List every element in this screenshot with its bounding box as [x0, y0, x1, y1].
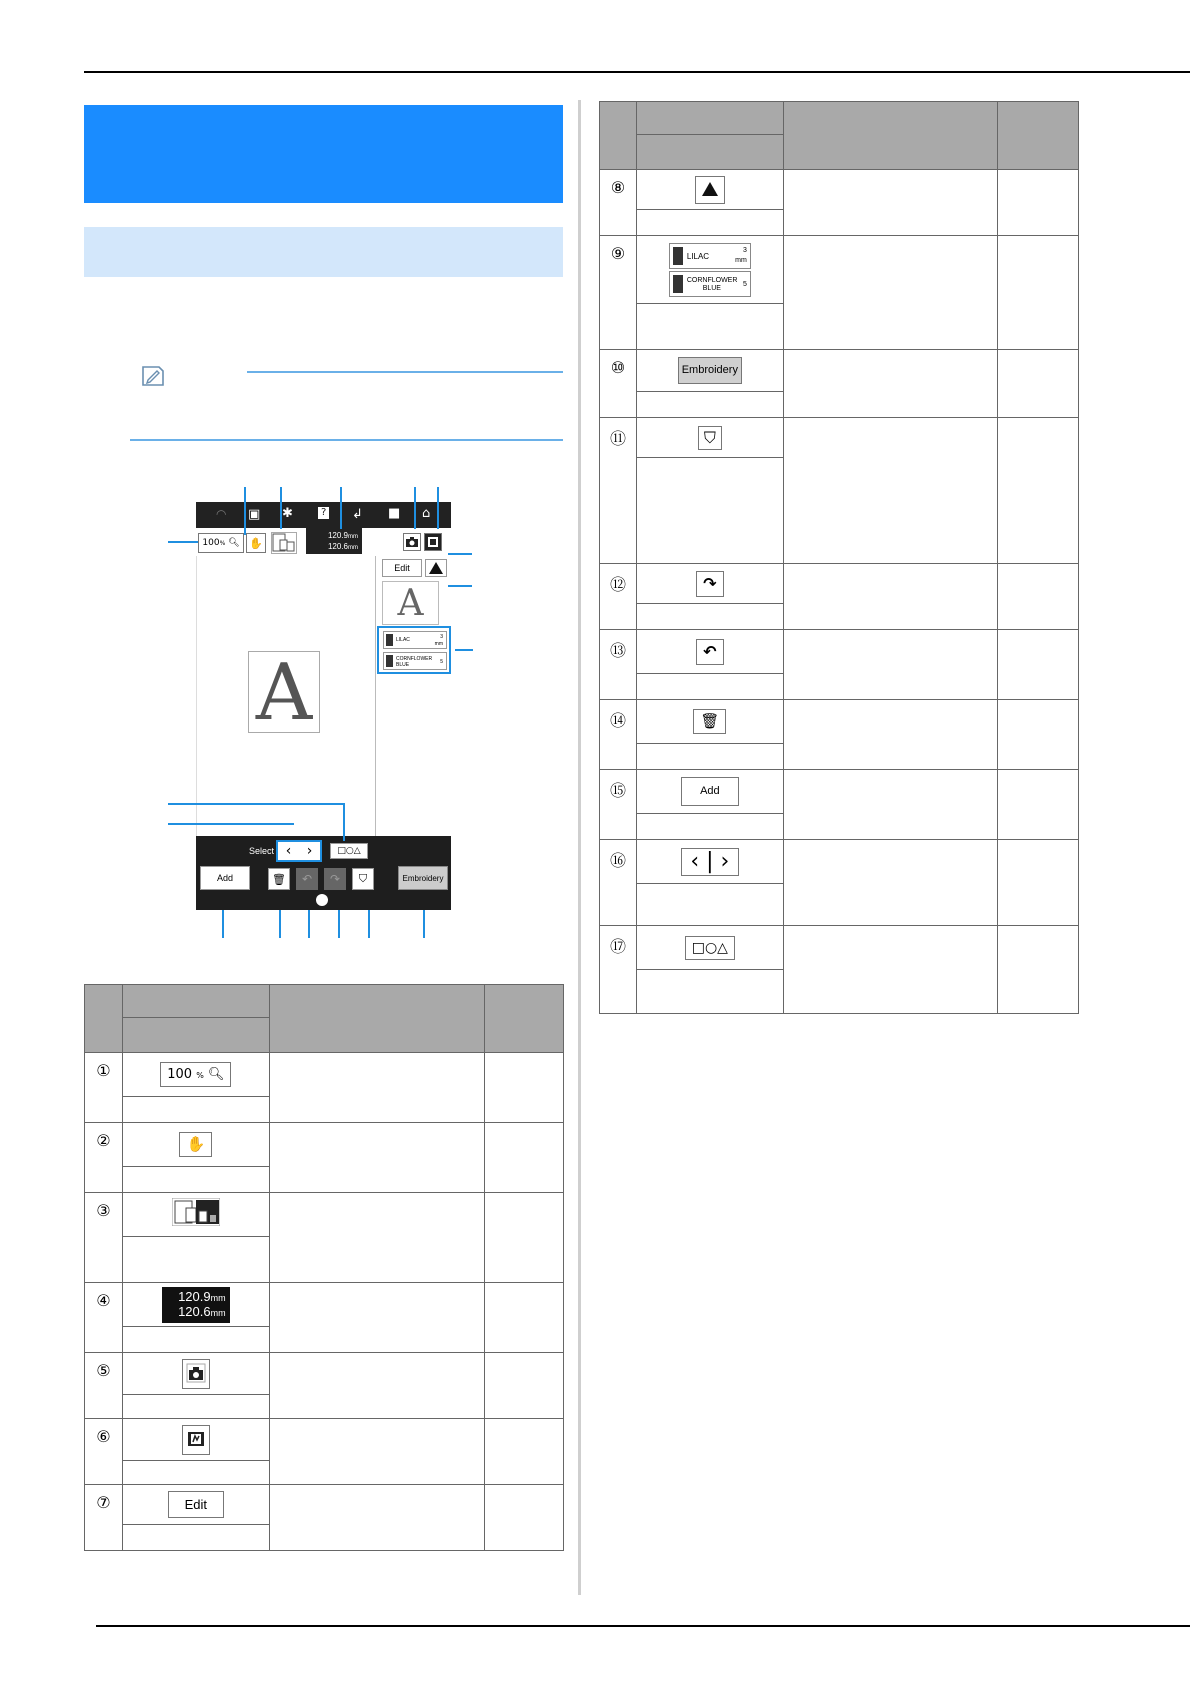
embroidery-button[interactable]: Embroidery: [398, 866, 448, 890]
row-number: ⑫: [600, 564, 637, 630]
icon-cell: [636, 564, 783, 604]
column-divider: [578, 100, 581, 1595]
memo-icon: [140, 364, 166, 388]
icon-cell: [122, 1419, 269, 1461]
arrows-icon: ‹ | ›: [681, 848, 739, 876]
description-cell: [783, 926, 997, 1014]
edit-button-icon: Edit: [168, 1491, 224, 1518]
description-cell: [783, 236, 997, 350]
icon-cell: [122, 1485, 269, 1525]
icon-cell: [636, 418, 783, 458]
callout-line-6: [437, 487, 439, 529]
name-cell: [636, 304, 783, 350]
name-cell: [636, 674, 783, 700]
home-icon[interactable]: ⌂: [422, 506, 431, 521]
screen-canvas: [196, 556, 376, 836]
row-number: ⑭: [600, 700, 637, 770]
name-cell: [122, 1327, 269, 1353]
name-cell: [636, 814, 783, 840]
description-cell: [269, 1053, 484, 1123]
name-cell: [122, 1237, 269, 1283]
select-arrows[interactable]: [276, 840, 322, 862]
needle-icon[interactable]: ↲: [352, 507, 363, 522]
right-key-table: [599, 101, 1079, 1014]
callout-line-3: [280, 487, 282, 529]
hand-icon: ✋: [179, 1132, 212, 1157]
row-number: ⑤: [85, 1353, 123, 1419]
thumbnail-preview[interactable]: A: [382, 581, 439, 625]
description-cell: [269, 1283, 484, 1353]
chevron-right-icon[interactable]: ›: [306, 843, 313, 859]
row-number: ⑯: [600, 840, 637, 926]
name-cell: [636, 458, 783, 564]
size-width: 120.9: [327, 531, 348, 540]
name-cell: [122, 1167, 269, 1193]
shapes-icon: □○△: [685, 936, 735, 960]
name-cell: [636, 884, 783, 926]
row-number: ⑮: [600, 770, 637, 840]
callout-line-17v: [343, 803, 345, 841]
left-key-table: [84, 984, 564, 1551]
page-cell: [998, 418, 1079, 564]
film-button[interactable]: [424, 533, 442, 551]
callout-line-8: [448, 585, 472, 587]
thread-name: CORNFLOWER BLUE: [396, 656, 433, 668]
thread-row-lilac: [669, 243, 751, 269]
thread-name: LILAC: [396, 637, 410, 643]
callout-line-5: [414, 487, 416, 529]
zoom-icon: 100 % 🔍︎: [160, 1062, 231, 1087]
icon-cell: [636, 350, 783, 392]
hand-button[interactable]: [246, 533, 266, 553]
size-readout-icon: [162, 1287, 230, 1323]
shapes-icon: □○△: [337, 846, 361, 856]
icon-cell: [636, 700, 783, 744]
chevron-left-icon[interactable]: ‹: [285, 843, 292, 859]
size-unit-h: mm: [348, 545, 358, 551]
pocket-icon: ⛉: [698, 426, 722, 450]
page-cell: [998, 840, 1079, 926]
magnifier-icon: 🔍︎: [228, 538, 240, 548]
undo-icon: ↶: [696, 639, 723, 665]
callout-line-16: [168, 823, 294, 825]
row-number: ⑩: [600, 350, 637, 418]
thread-swatch: [386, 655, 393, 667]
row-number: ⑬: [600, 630, 637, 700]
name-cell: [122, 1525, 269, 1551]
top-rule: [84, 71, 1190, 73]
undo-button[interactable]: [296, 868, 318, 890]
row-number: ④: [85, 1283, 123, 1353]
name-cell: [122, 1097, 269, 1123]
zoom-value: 100: [202, 538, 220, 548]
select-label: Select: [249, 846, 275, 856]
callout-line-10: [423, 910, 425, 938]
add-button-icon: Add: [681, 777, 739, 806]
page-cell: [998, 564, 1079, 630]
row-number: ⑨: [600, 236, 637, 350]
thread-name: LILAC: [686, 251, 710, 261]
page-cell: [998, 170, 1079, 236]
hand-icon: ✋: [249, 536, 263, 550]
memo-rule-top: [247, 371, 563, 373]
page-cell: [998, 350, 1079, 418]
row-number: ②: [85, 1123, 123, 1193]
delete-button[interactable]: [268, 868, 290, 890]
page-cell: [998, 770, 1079, 840]
row-number: ⑧: [600, 170, 637, 236]
name-cell: [122, 1461, 269, 1485]
page-cell: [485, 1353, 564, 1419]
icon-cell: [636, 630, 783, 674]
icon-cell: [636, 170, 783, 210]
icon-cell: [122, 1123, 269, 1167]
redo-button[interactable]: [324, 868, 346, 890]
thread-row-cornflower[interactable]: [383, 652, 447, 670]
section-title-band: [84, 105, 563, 203]
pocket-icon: ⛉: [358, 872, 368, 885]
callout-line-11: [368, 910, 370, 938]
callout-line-13: [308, 910, 310, 938]
embroidery-letter-preview: A: [248, 651, 320, 733]
size-height: 120.6: [327, 542, 348, 551]
pocket-button[interactable]: [352, 868, 374, 890]
settings-gear-icon[interactable]: ✱: [282, 506, 293, 521]
row-number: ⑰: [600, 926, 637, 1014]
triangle-icon: [695, 176, 725, 204]
icon-cell: [122, 1193, 269, 1237]
page-cell: [485, 1123, 564, 1193]
description-cell: [783, 564, 997, 630]
camera-icon: [182, 1359, 210, 1389]
row-number: ⑪: [600, 418, 637, 564]
shapes-button[interactable]: [330, 843, 368, 859]
callout-line-14: [279, 910, 281, 938]
callout-line-17: [168, 803, 344, 805]
frame-icon: [172, 1198, 220, 1226]
description-cell: [783, 418, 997, 564]
description-cell: [783, 840, 997, 926]
thread-unit: mm: [434, 641, 443, 647]
description-cell: [269, 1123, 484, 1193]
page-cell: [485, 1485, 564, 1551]
screen-illustration: [196, 502, 451, 910]
film-icon: [425, 534, 441, 550]
header-cell-name: [122, 1018, 269, 1053]
triangle-icon: [426, 560, 446, 576]
description-cell: [783, 630, 997, 700]
size-height: 120.6: [178, 1303, 211, 1319]
description-cell: [269, 1419, 484, 1485]
thread-number: 3: [440, 634, 443, 640]
callout-line-9: [455, 649, 473, 651]
callout-line-12: [338, 910, 340, 938]
name-cell: [636, 744, 783, 770]
name-cell: [122, 1395, 269, 1419]
screen-top-bar: [196, 502, 451, 528]
header-cell-num: [600, 102, 637, 170]
row-number: ①: [85, 1053, 123, 1123]
undo-icon: ↶: [301, 872, 313, 886]
description-cell: [269, 1485, 484, 1551]
subsection-band: [84, 227, 563, 277]
wifi-icon: ◠: [216, 507, 227, 521]
header-cell-page: [998, 102, 1079, 170]
row-number: ⑦: [85, 1485, 123, 1551]
help-icon[interactable]: ?: [318, 507, 329, 519]
callout-line-2: [244, 487, 246, 535]
description-cell: [269, 1193, 484, 1283]
camera-icon: [404, 534, 420, 550]
trash-icon: 🗑︎: [272, 872, 286, 886]
thread-number: 3: [742, 246, 747, 254]
add-button[interactable]: Add: [200, 866, 250, 890]
trash-icon: 🗑︎: [693, 709, 726, 734]
description-cell: [783, 700, 997, 770]
page-cell: [998, 926, 1079, 1014]
page-cell: [998, 630, 1079, 700]
page-cell: [485, 1193, 564, 1283]
header-cell-num: [85, 985, 123, 1053]
thread-swatch: [673, 247, 683, 265]
thread-number: 5: [742, 280, 747, 288]
camera-button[interactable]: [403, 533, 421, 551]
page-cell: [998, 700, 1079, 770]
icon-cell: [636, 926, 783, 970]
lock-icon[interactable]: ■: [388, 506, 401, 521]
camera-top-icon[interactable]: ▣: [248, 507, 261, 522]
row-number: ⑥: [85, 1419, 123, 1485]
frame-button[interactable]: [271, 532, 297, 554]
header-cell-display: [122, 985, 269, 1018]
thread-name: CORNFLOWER BLUE: [686, 276, 738, 292]
clock-icon: [316, 894, 328, 906]
icon-cell: [122, 1353, 269, 1395]
page-cell: [998, 236, 1079, 350]
icon-cell: [636, 236, 783, 304]
header-cell-display: [636, 102, 783, 135]
row-number: ③: [85, 1193, 123, 1283]
thread-list[interactable]: [377, 626, 451, 674]
icon-cell: [636, 770, 783, 814]
thread-number: 5: [440, 659, 443, 665]
icon-cell: [122, 1053, 269, 1097]
zoom-button[interactable]: [198, 533, 244, 553]
frame-icon: [272, 533, 296, 553]
triangle-button[interactable]: [425, 559, 447, 577]
size-unit-w: mm: [210, 1292, 226, 1303]
thread-swatch: [386, 634, 393, 646]
icon-cell: [122, 1283, 269, 1327]
callout-line-7: [448, 553, 472, 555]
film-icon: [182, 1425, 210, 1455]
zoom-unit: %: [196, 1071, 204, 1080]
zoom-unit: %: [219, 539, 226, 547]
thread-row-cornflower: [669, 271, 751, 297]
header-cell-page: [485, 985, 564, 1053]
header-cell-name: [636, 135, 783, 170]
callout-line-4: [340, 487, 342, 529]
description-cell: [269, 1353, 484, 1419]
redo-icon: ↷: [329, 872, 341, 886]
bottom-rule: [96, 1625, 1190, 1627]
size-unit-h: mm: [210, 1307, 226, 1318]
description-cell: [783, 770, 997, 840]
callout-line-15: [222, 910, 224, 938]
zoom-value: 100: [167, 1067, 193, 1082]
description-cell: [783, 350, 997, 418]
thread-row-lilac[interactable]: [383, 631, 447, 649]
name-cell: [636, 392, 783, 418]
header-cell-desc: [269, 985, 484, 1053]
thread-unit: mm: [735, 256, 747, 264]
memo-rule-bottom: [130, 439, 563, 441]
name-cell: [636, 210, 783, 236]
page-cell: [485, 1283, 564, 1353]
page-cell: [485, 1419, 564, 1485]
description-cell: [783, 170, 997, 236]
edit-button[interactable]: Edit: [382, 559, 422, 577]
name-cell: [636, 604, 783, 630]
size-unit-w: mm: [348, 534, 358, 540]
redo-icon: ↷: [696, 571, 723, 597]
thread-list-icon: [669, 241, 751, 299]
callout-line-1: [168, 541, 198, 543]
size-readout[interactable]: [306, 528, 362, 554]
thread-swatch: [673, 275, 683, 293]
icon-cell: [636, 840, 783, 884]
name-cell: [636, 970, 783, 1014]
size-width: 120.9: [178, 1288, 211, 1304]
header-cell-desc: [783, 102, 997, 170]
embroidery-button-icon: Embroidery: [678, 357, 742, 384]
page-cell: [485, 1053, 564, 1123]
